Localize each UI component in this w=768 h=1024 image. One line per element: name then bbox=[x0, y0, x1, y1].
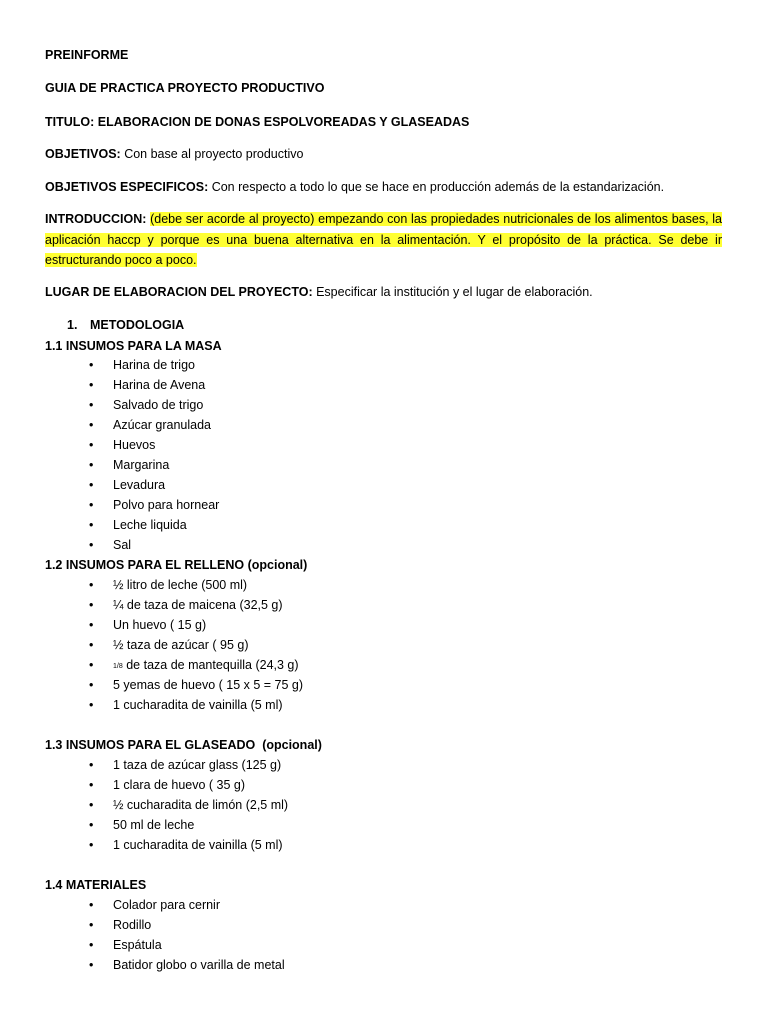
list-item: • Harina de Avena bbox=[0, 375, 219, 395]
list-item: • Salvado de trigo bbox=[0, 395, 219, 415]
section-relleno-heading bbox=[45, 555, 307, 575]
section-materiales-heading bbox=[45, 875, 146, 895]
section-title: INSUMOS PARA LA MASA bbox=[65, 339, 222, 353]
section-masa-heading bbox=[45, 336, 222, 356]
section-number: 1.2 bbox=[45, 558, 63, 572]
lugar-label: LUGAR DE ELABORACION DEL PROYECTO: bbox=[45, 285, 313, 299]
doc-title-line bbox=[45, 112, 469, 132]
objetivos-especificos-text: Con respecto a todo lo que se hace en producción además de la estandarización. bbox=[208, 180, 665, 194]
list-item: • 1 clara de huevo ( 35 g) bbox=[0, 775, 288, 795]
masa-list bbox=[0, 355, 219, 555]
list-item: • 1 taza de azúcar glass (125 g) bbox=[0, 755, 288, 775]
list-item bbox=[0, 655, 303, 675]
list-item: • Colador para cernir bbox=[0, 895, 285, 915]
section-title: MATERIALES bbox=[65, 878, 147, 892]
list-item: • ½ taza de azúcar ( 95 g) bbox=[0, 635, 303, 655]
introduccion-paragraph bbox=[45, 209, 722, 271]
list-item: • 1 cucharadita de vainilla (5 ml) bbox=[0, 695, 303, 715]
list-item: • ½ litro de leche (500 ml) bbox=[0, 575, 303, 595]
title-text: ELABORACION DE DONAS ESPOLVOREADAS Y GLASEADAS bbox=[97, 115, 470, 129]
glaseado-list bbox=[0, 755, 288, 855]
objetivos-label: OBJETIVOS: bbox=[45, 147, 121, 161]
list-item: • Leche liquida bbox=[0, 515, 219, 535]
doc-heading-guia: GUIA DE PRACTICA PROYECTO PRODUCTIVO bbox=[45, 81, 325, 95]
section-glaseado-heading bbox=[45, 735, 322, 755]
objetivos-especificos-line bbox=[45, 177, 664, 197]
materiales-list bbox=[0, 895, 285, 975]
section-number: 1.4 bbox=[45, 878, 63, 892]
introduccion-highlighted-text: (debe ser acorde al proyecto) empezando con las propiedades nutricionales de los alimentos bases, la aplicación haccp y porque es una buena alternativa en la alimentación. Y el propósito de la práctica. Se debe ir estructurando poco a poco. bbox=[45, 212, 722, 268]
section-metodologia bbox=[67, 315, 184, 335]
list-item: • Harina de trigo bbox=[0, 355, 219, 375]
list-item: • ¼ de taza de maicena (32,5 g) bbox=[0, 595, 303, 615]
title-label: TITULO: bbox=[45, 115, 95, 129]
lugar-text: Especificar la institución y el lugar de elaboración. bbox=[312, 285, 593, 299]
section-number: 1.1 bbox=[45, 339, 63, 353]
list-item: • Sal bbox=[0, 535, 219, 555]
section-number: 1.3 bbox=[45, 738, 63, 752]
list-item: • Un huevo ( 15 g) bbox=[0, 615, 303, 635]
list-item-text: de taza de mantequilla (24,3 g) bbox=[126, 658, 299, 672]
list-item: • Espátula bbox=[0, 935, 285, 955]
list-item: • 5 yemas de huevo ( 15 x 5 = 75 g) bbox=[0, 675, 303, 695]
list-item: • Rodillo bbox=[0, 915, 285, 935]
doc-heading-preinforme: PREINFORME bbox=[45, 48, 129, 62]
list-item: • ½ cucharadita de limón (2,5 ml) bbox=[0, 795, 288, 815]
introduccion-label: INTRODUCCION: bbox=[45, 212, 151, 226]
section-title: INSUMOS PARA EL GLASEADO (opcional) bbox=[65, 738, 322, 752]
section-number: 1. bbox=[67, 318, 78, 332]
list-item: • 50 ml de leche bbox=[0, 815, 288, 835]
section-title: INSUMOS PARA EL RELLENO (opcional) bbox=[65, 558, 308, 572]
relleno-list bbox=[0, 575, 303, 715]
list-item: • Levadura bbox=[0, 475, 219, 495]
list-item: • 1 cucharadita de vainilla (5 ml) bbox=[0, 835, 288, 855]
list-item: • Huevos bbox=[0, 435, 219, 455]
list-item: • Polvo para hornear bbox=[0, 495, 219, 515]
lugar-line bbox=[45, 282, 593, 302]
section-title: METODOLOGIA bbox=[90, 318, 185, 332]
list-item: • Batidor globo o varilla de metal bbox=[0, 955, 285, 975]
list-item: • Azúcar granulada bbox=[0, 415, 219, 435]
objetivos-especificos-label: OBJETIVOS ESPECIFICOS: bbox=[45, 180, 209, 194]
fraction-one-eighth: 1/8 bbox=[113, 663, 123, 670]
objetivos-text: Con base al proyecto productivo bbox=[120, 147, 304, 161]
objetivos-line bbox=[45, 144, 303, 164]
list-item: • Margarina bbox=[0, 455, 219, 475]
